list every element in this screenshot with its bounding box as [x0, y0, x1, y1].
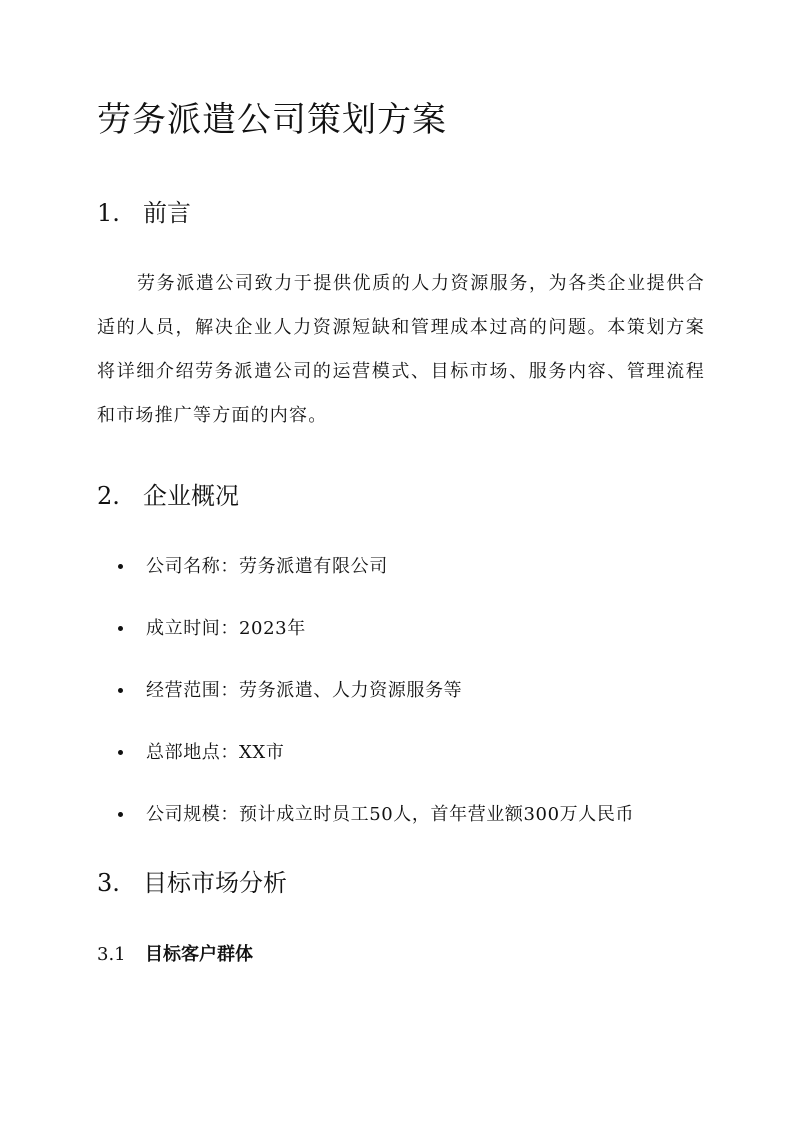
list-item-text: 总部地点：XX市: [146, 742, 285, 763]
list-item-text: 公司名称：劳务派遣有限公司: [146, 556, 388, 577]
bullet-icon: [118, 688, 123, 693]
company-overview-list: [0, 548, 800, 858]
section-heading-intro: [97, 196, 191, 230]
bullet-icon: [118, 564, 123, 569]
section-heading-market-analysis: [97, 866, 287, 900]
bullet-icon: [118, 626, 123, 631]
list-item-text: 经营范围：劳务派遣、人力资源服务等: [146, 680, 463, 701]
list-item: [0, 734, 800, 796]
subsection-number: 3.1: [97, 944, 126, 965]
list-item-text: 公司规模：预计成立时员工50人，首年营业额300万人民币: [146, 804, 635, 825]
section-heading-overview: [97, 479, 239, 513]
subsection-title: 目标客户群体: [145, 944, 253, 965]
section-number: 2.: [97, 482, 120, 510]
section-number: 1.: [97, 199, 120, 227]
list-item: [0, 548, 800, 610]
list-item: [0, 610, 800, 672]
section-title: 企业概况: [143, 482, 239, 510]
intro-paragraph: 劳务派遣公司致力于提供优质的人力资源服务，为各类企业提供合适的人员，解决企业人力资源短缺和管理成本过高的问题。本策划方案将详细介绍劳务派遣公司的运营模式、目标市场、服务内容、管理流程和市场推广等方面的内容。: [97, 273, 705, 426]
document-title: 劳务派遣公司策划方案: [97, 100, 447, 140]
list-item: [0, 672, 800, 734]
bullet-icon: [118, 750, 123, 755]
bullet-icon: [118, 812, 123, 817]
list-item-text: 成立时间：2023年: [146, 618, 306, 639]
subsection-heading-target-customers: [97, 940, 253, 970]
section-number: 3.: [97, 869, 120, 897]
list-item: [0, 796, 800, 858]
section-title: 目标市场分析: [143, 869, 287, 897]
section-title: 前言: [143, 199, 191, 227]
